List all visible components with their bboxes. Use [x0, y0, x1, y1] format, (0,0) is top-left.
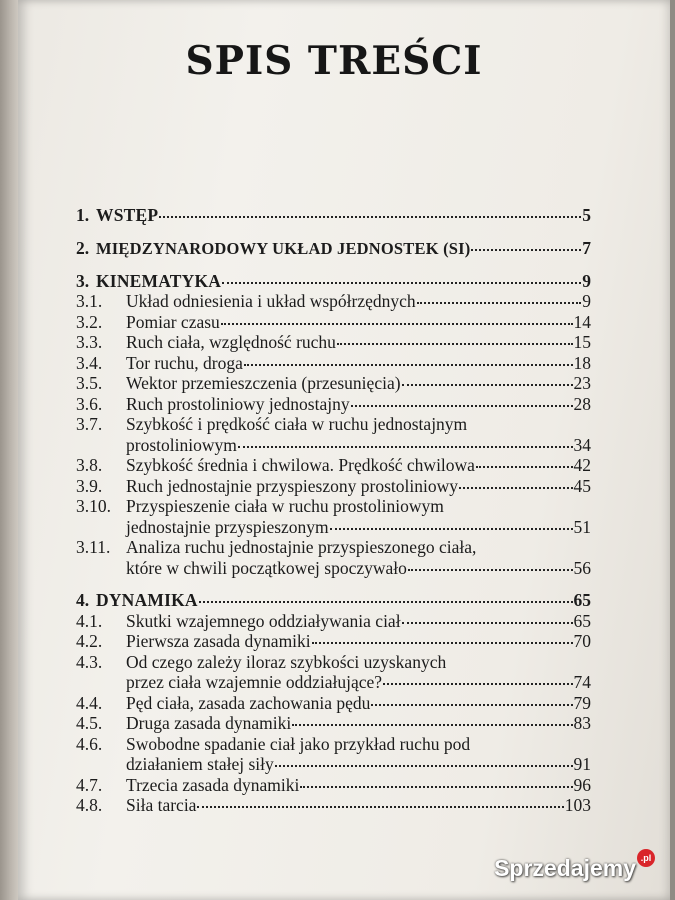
- toc-entry-title: KINEMATYKA: [96, 270, 222, 291]
- toc-entry-title: WSTĘP: [96, 205, 159, 225]
- toc-leader-dots: [471, 247, 581, 251]
- toc-entry-number: 4.6.: [76, 733, 103, 754]
- toc-entry-number: 3.3.: [76, 332, 103, 352]
- toc-leader-dots: [351, 403, 573, 407]
- toc-entry: [76, 713, 591, 734]
- toc-leader-dots: [244, 362, 573, 366]
- toc-entry-number: 3.2.: [76, 311, 103, 332]
- toc-leader-dots: [197, 804, 563, 808]
- toc-entry-title: Szybkość i prędkość ciała w ruchu jednostajnym: [126, 414, 468, 434]
- toc-page-number: 28: [573, 393, 591, 414]
- toc-leader-dots: [402, 382, 573, 386]
- toc-entry-title: Swobodne spadanie ciał jako przykład ruchu pod: [126, 733, 471, 754]
- toc-page-number: 45: [573, 475, 591, 496]
- toc-entry-title: Pęd ciała, zasada zachowania pędu: [126, 692, 371, 713]
- toc-leader-dots: [199, 599, 573, 603]
- toc-entry: [76, 795, 591, 816]
- toc-entry-number: 4.4.: [76, 692, 103, 713]
- toc-entry: [76, 291, 591, 312]
- watermark-badge: .pl: [637, 849, 655, 867]
- page-title: SPIS TREŚCI: [185, 38, 483, 84]
- toc-leader-dots: [275, 763, 573, 767]
- toc-leader-dots: [300, 784, 572, 788]
- toc-page-number: 83: [573, 713, 591, 733]
- toc-entry-number: 3.9.: [76, 475, 103, 496]
- toc-entry-title: Ruch prostoliniowy jednostajny: [126, 393, 350, 414]
- toc-page-number: 15: [573, 332, 591, 352]
- toc-page-number: 96: [573, 774, 591, 795]
- toc-entry-title: Druga zasada dynamiki: [126, 713, 292, 733]
- toc-entry-title: Przyspieszenie ciała w ruchu prostoliniowym: [126, 496, 444, 516]
- toc-entry: [76, 455, 591, 476]
- toc-entry-number: 4.: [76, 590, 90, 610]
- book-page: [18, 0, 670, 900]
- toc-entry-number: 3.5.: [76, 373, 103, 393]
- toc-entry-title: Ruch ciała, względność ruchu: [126, 332, 336, 352]
- toc-entry-title: jednostajnie przyspieszonym: [126, 516, 329, 537]
- toc-entry-number: 3.8.: [76, 455, 103, 475]
- toc-page-number: 34: [573, 434, 591, 455]
- toc-entry-number: 1.: [76, 205, 90, 225]
- toc-page-number: 23: [573, 373, 591, 393]
- toc-page-number: 56: [573, 557, 591, 578]
- toc-leader-dots: [292, 722, 572, 726]
- toc-entry: [76, 476, 591, 497]
- toc-page-number: 18: [573, 352, 591, 373]
- toc-page-number: 5: [582, 205, 591, 225]
- toc-entry-title: prostoliniowym: [126, 434, 237, 455]
- toc-entry-title: Szybkość średnia i chwilowa. Prędkość chwilowa: [126, 455, 475, 475]
- toc-entry: [76, 373, 591, 394]
- toc-leader-dots: [159, 214, 581, 218]
- toc-leader-dots: [312, 640, 573, 644]
- toc-leader-dots: [337, 341, 573, 345]
- toc-page-number: 7: [582, 238, 591, 258]
- toc-entry: [76, 271, 591, 292]
- toc-entry: [76, 394, 591, 415]
- toc-leader-dots: [371, 702, 572, 706]
- toc-page-number: 9: [582, 291, 591, 311]
- toc-entry: [76, 205, 591, 226]
- toc-leader-dots: [417, 300, 582, 304]
- toc-entry-number: 3.6.: [76, 393, 103, 414]
- toc-entry-title: Skutki wzajemnego oddziaływania ciał: [126, 610, 401, 631]
- toc-entry-title: które w chwili początkowej spoczywało: [126, 557, 407, 578]
- toc-page-number: 51: [573, 516, 591, 537]
- toc-leader-dots: [330, 526, 573, 530]
- toc-entry: [76, 734, 591, 775]
- watermark-text: Sprzedajemy: [494, 855, 636, 881]
- toc-page-number: 65: [573, 590, 591, 610]
- toc-entry: [76, 238, 591, 259]
- toc-entry-title: Pomiar czasu: [126, 311, 220, 332]
- toc-entry: [76, 353, 591, 374]
- toc-leader-dots: [222, 280, 581, 284]
- toc-page-number: 74: [573, 672, 591, 692]
- toc-entry-number: 4.5.: [76, 713, 103, 733]
- toc-entry-title: MIĘDZYNARODOWY UKŁAD JEDNOSTEK (SI): [96, 239, 471, 258]
- toc-entry-title: Od czego zależy iloraz szybkości uzyskanych: [126, 651, 447, 672]
- toc-entry-title: Wektor przemieszczenia (przesunięcia): [126, 373, 401, 393]
- toc-page-number: 42: [573, 455, 591, 475]
- toc-entry-title: Pierwsza zasada dynamiki: [126, 631, 311, 651]
- toc-entry-number: 4.7.: [76, 774, 103, 795]
- toc-entry-title: Trzecia zasada dynamiki: [126, 774, 300, 795]
- toc-entry: [76, 414, 591, 455]
- toc-page-number: 65: [573, 610, 591, 631]
- toc-leader-dots: [402, 620, 573, 624]
- toc-entry: [76, 631, 591, 652]
- toc-entry-title: przez ciała wzajemnie oddziałujące?: [126, 672, 383, 692]
- toc-page-number: 70: [573, 631, 591, 651]
- toc-entry-title: działaniem stałej siły: [126, 754, 274, 774]
- toc-entry-number: 3.7.: [76, 414, 103, 434]
- toc-entry-title: DYNAMIKA: [96, 590, 198, 610]
- toc-entry-title: Analiza ruchu jednostajnie przyspieszonego ciała,: [126, 537, 477, 557]
- toc-entry-title: Tor ruchu, droga: [126, 352, 243, 373]
- toc-entry-number: 3.11.: [76, 537, 111, 557]
- toc-leader-dots: [476, 464, 573, 468]
- toc-page-number: 79: [573, 692, 591, 713]
- toc-entry: [76, 652, 591, 693]
- toc-leader-dots: [459, 485, 573, 489]
- toc-entry: [76, 590, 591, 611]
- toc-entry-number: 3.1.: [76, 291, 103, 311]
- toc-page-number: 91: [573, 754, 591, 774]
- toc-entry-number: 2.: [76, 238, 90, 258]
- toc-leader-dots: [383, 681, 572, 685]
- toc-entry: [76, 496, 591, 537]
- toc-entry: [76, 332, 591, 353]
- toc-entry-number: 4.8.: [76, 795, 103, 815]
- watermark: [494, 855, 655, 882]
- toc-leader-dots: [408, 567, 573, 571]
- toc-entry-title: Siła tarcia: [126, 795, 197, 815]
- toc-leader-dots: [238, 444, 573, 448]
- toc-page-number: 14: [573, 311, 591, 332]
- table-of-contents: [76, 205, 591, 816]
- toc-entry-number: 3.4.: [76, 352, 103, 373]
- toc-entry-number: 4.2.: [76, 631, 103, 651]
- toc-entry: [76, 775, 591, 796]
- toc-entry-number: 4.1.: [76, 610, 103, 631]
- toc-leader-dots: [221, 321, 573, 325]
- toc-page-number: 103: [564, 795, 591, 815]
- toc-entry-number: 3.10.: [76, 496, 111, 516]
- toc-entry-title: Ruch jednostajnie przyspieszony prostoliniowy: [126, 475, 458, 496]
- toc-entry-number: 3.: [76, 270, 90, 291]
- toc-entry-number: 4.3.: [76, 651, 103, 672]
- toc-entry-title: Układ odniesienia i układ współrzędnych: [126, 291, 416, 311]
- toc-page-number: 9: [582, 270, 591, 291]
- toc-entry: [76, 312, 591, 333]
- toc-entry: [76, 537, 591, 578]
- toc-entry: [76, 693, 591, 714]
- toc-entry: [76, 611, 591, 632]
